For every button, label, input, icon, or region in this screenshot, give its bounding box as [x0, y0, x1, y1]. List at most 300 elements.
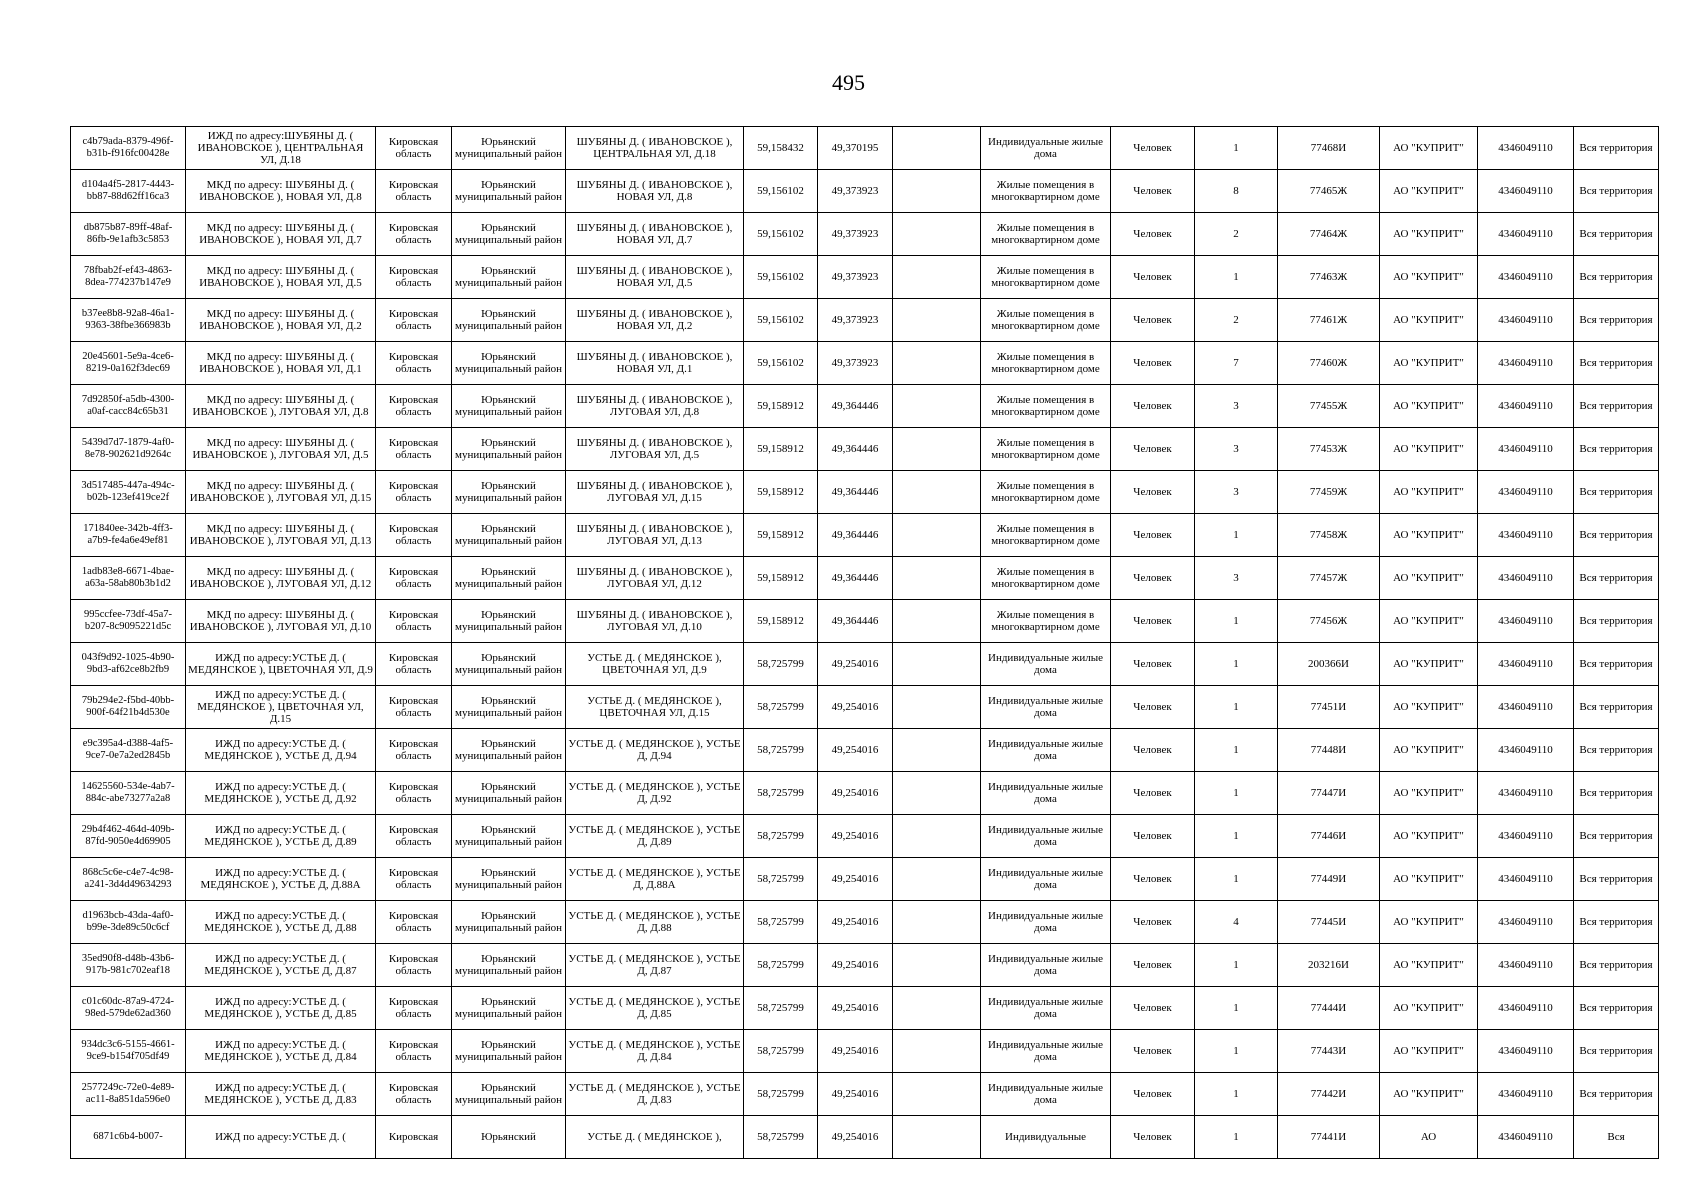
cell-unit: Человек	[1111, 385, 1195, 428]
cell-unit: Человек	[1111, 643, 1195, 686]
cell-empty	[893, 342, 981, 385]
cell-address: ШУБЯНЫ Д. ( ИВАНОВСКОЕ ), НОВАЯ УЛ, Д.8	[566, 170, 744, 213]
cell-territory: Вся территория	[1574, 256, 1659, 299]
cell-address: УСТЬЕ Д. ( МЕДЯНСКОЕ ), УСТЬЕ Д, Д.88	[566, 901, 744, 944]
cell-unit: Человек	[1111, 944, 1195, 987]
cell-latitude: 58,725799	[744, 1030, 818, 1073]
cell-empty	[893, 514, 981, 557]
cell-object-type: Индивидуальные жилые дома	[981, 1073, 1111, 1116]
cell-district: Юрьянский муниципальный район	[452, 1030, 566, 1073]
cell-description: ИЖД по адресу:УСТЬЕ Д. ( МЕДЯНСКОЕ ), УСТЬЕ Д, Д.88	[186, 901, 376, 944]
table-row	[71, 127, 1659, 170]
cell-territory: Вся территория	[1574, 428, 1659, 471]
cell-empty	[893, 901, 981, 944]
cell-object-type: Индивидуальные жилые дома	[981, 643, 1111, 686]
cell-inn: 4346049110	[1478, 901, 1574, 944]
cell-district: Юрьянский муниципальный район	[452, 256, 566, 299]
cell-latitude: 59,158912	[744, 428, 818, 471]
table-row	[71, 299, 1659, 342]
cell-code: 77443И	[1278, 1030, 1380, 1073]
cell-code: 77456Ж	[1278, 600, 1380, 643]
cell-empty	[893, 1073, 981, 1116]
cell-inn: 4346049110	[1478, 643, 1574, 686]
cell-count: 1	[1195, 987, 1278, 1030]
cell-id: c01c60dc-87a9-4724-98ed-579de62ad360	[71, 987, 186, 1030]
cell-address: ШУБЯНЫ Д. ( ИВАНОВСКОЕ ), НОВАЯ УЛ, Д.5	[566, 256, 744, 299]
cell-empty	[893, 643, 981, 686]
cell-count: 1	[1195, 944, 1278, 987]
cell-description: ИЖД по адресу:УСТЬЕ Д. ( МЕДЯНСКОЕ ), ЦВЕТОЧНАЯ УЛ, Д.15	[186, 686, 376, 729]
cell-empty	[893, 858, 981, 901]
cell-address: УСТЬЕ Д. ( МЕДЯНСКОЕ ), УСТЬЕ Д, Д.83	[566, 1073, 744, 1116]
cell-count: 1	[1195, 686, 1278, 729]
cell-latitude: 59,158432	[744, 127, 818, 170]
cell-region: Кировская область	[376, 643, 452, 686]
cell-object-type: Индивидуальные жилые дома	[981, 987, 1111, 1030]
cell-district: Юрьянский муниципальный район	[452, 772, 566, 815]
cell-description: МКД по адресу: ШУБЯНЫ Д. ( ИВАНОВСКОЕ ), НОВАЯ УЛ, Д.5	[186, 256, 376, 299]
cell-object-type: Жилые помещения в многоквартирном доме	[981, 428, 1111, 471]
cell-count: 1	[1195, 729, 1278, 772]
cell-inn: 4346049110	[1478, 858, 1574, 901]
registry-table	[70, 126, 1659, 1159]
cell-organization: АО "КУПРИТ"	[1380, 342, 1478, 385]
cell-address: УСТЬЕ Д. ( МЕДЯНСКОЕ ), ЦВЕТОЧНАЯ УЛ, Д.15	[566, 686, 744, 729]
cell-region: Кировская область	[376, 385, 452, 428]
cell-district: Юрьянский муниципальный район	[452, 686, 566, 729]
cell-longitude: 49,254016	[818, 772, 893, 815]
cell-description: МКД по адресу: ШУБЯНЫ Д. ( ИВАНОВСКОЕ ), НОВАЯ УЛ, Д.1	[186, 342, 376, 385]
cell-latitude: 59,158912	[744, 471, 818, 514]
cell-object-type: Жилые помещения в многоквартирном доме	[981, 600, 1111, 643]
cell-region: Кировская область	[376, 987, 452, 1030]
cell-latitude: 58,725799	[744, 772, 818, 815]
table-row	[71, 1030, 1659, 1073]
table-row	[71, 1116, 1659, 1159]
cell-id: 2577249c-72e0-4e89-ac11-8a851da596e0	[71, 1073, 186, 1116]
cell-empty	[893, 299, 981, 342]
cell-inn: 4346049110	[1478, 213, 1574, 256]
table-row	[71, 772, 1659, 815]
cell-longitude: 49,373923	[818, 213, 893, 256]
cell-territory: Вся территория	[1574, 299, 1659, 342]
cell-address: УСТЬЕ Д. ( МЕДЯНСКОЕ ), УСТЬЕ Д, Д.92	[566, 772, 744, 815]
cell-empty	[893, 428, 981, 471]
cell-address: ШУБЯНЫ Д. ( ИВАНОВСКОЕ ), ЛУГОВАЯ УЛ, Д.13	[566, 514, 744, 557]
cell-id: 3d517485-447a-494c-b02b-123ef419ce2f	[71, 471, 186, 514]
cell-object-type: Индивидуальные жилые дома	[981, 772, 1111, 815]
cell-longitude: 49,364446	[818, 385, 893, 428]
cell-inn: 4346049110	[1478, 600, 1574, 643]
cell-address: УСТЬЕ Д. ( МЕДЯНСКОЕ ),	[566, 1116, 744, 1159]
cell-unit: Человек	[1111, 772, 1195, 815]
cell-count: 7	[1195, 342, 1278, 385]
cell-territory: Вся территория	[1574, 987, 1659, 1030]
cell-object-type: Жилые помещения в многоквартирном доме	[981, 557, 1111, 600]
cell-inn: 4346049110	[1478, 1030, 1574, 1073]
cell-description: ИЖД по адресу:УСТЬЕ Д. ( МЕДЯНСКОЕ ), УСТЬЕ Д, Д.85	[186, 987, 376, 1030]
cell-latitude: 59,156102	[744, 299, 818, 342]
cell-count: 3	[1195, 557, 1278, 600]
cell-district: Юрьянский муниципальный район	[452, 428, 566, 471]
cell-empty	[893, 471, 981, 514]
cell-unit: Человек	[1111, 1073, 1195, 1116]
cell-empty	[893, 772, 981, 815]
cell-description: ИЖД по адресу:УСТЬЕ Д. ( МЕДЯНСКОЕ ), УСТЬЕ Д, Д.83	[186, 1073, 376, 1116]
cell-empty	[893, 600, 981, 643]
cell-id: 934dc3c6-5155-4661-9ce9-b154f705df49	[71, 1030, 186, 1073]
cell-unit: Человек	[1111, 729, 1195, 772]
cell-district: Юрьянский муниципальный район	[452, 471, 566, 514]
cell-description: ИЖД по адресу:УСТЬЕ Д. ( МЕДЯНСКОЕ ), УСТЬЕ Д, Д.84	[186, 1030, 376, 1073]
cell-district: Юрьянский муниципальный район	[452, 385, 566, 428]
cell-unit: Человек	[1111, 299, 1195, 342]
cell-territory: Вся территория	[1574, 514, 1659, 557]
table-row	[71, 428, 1659, 471]
cell-region: Кировская область	[376, 944, 452, 987]
table-row	[71, 256, 1659, 299]
cell-inn: 4346049110	[1478, 514, 1574, 557]
cell-region: Кировская область	[376, 514, 452, 557]
cell-region: Кировская область	[376, 1073, 452, 1116]
cell-district: Юрьянский муниципальный район	[452, 944, 566, 987]
cell-code: 77451И	[1278, 686, 1380, 729]
cell-address: ШУБЯНЫ Д. ( ИВАНОВСКОЕ ), НОВАЯ УЛ, Д.2	[566, 299, 744, 342]
table-row	[71, 643, 1659, 686]
cell-address: ШУБЯНЫ Д. ( ИВАНОВСКОЕ ), НОВАЯ УЛ, Д.7	[566, 213, 744, 256]
cell-territory: Вся территория	[1574, 127, 1659, 170]
cell-inn: 4346049110	[1478, 471, 1574, 514]
cell-territory: Вся территория	[1574, 643, 1659, 686]
cell-object-type: Индивидуальные жилые дома	[981, 815, 1111, 858]
cell-longitude: 49,254016	[818, 1116, 893, 1159]
cell-longitude: 49,364446	[818, 557, 893, 600]
cell-unit: Человек	[1111, 342, 1195, 385]
cell-code: 77441И	[1278, 1116, 1380, 1159]
cell-organization: АО "КУПРИТ"	[1380, 729, 1478, 772]
cell-territory: Вся территория	[1574, 944, 1659, 987]
cell-territory: Вся	[1574, 1116, 1659, 1159]
cell-code: 200366И	[1278, 643, 1380, 686]
cell-id: d104a4f5-2817-4443-bb87-88d62ff16ca3	[71, 170, 186, 213]
cell-inn: 4346049110	[1478, 987, 1574, 1030]
cell-territory: Вся территория	[1574, 600, 1659, 643]
cell-description: МКД по адресу: ШУБЯНЫ Д. ( ИВАНОВСКОЕ ), ЛУГОВАЯ УЛ, Д.10	[186, 600, 376, 643]
cell-id: 35ed90f8-d48b-43b6-917b-981c702eaf18	[71, 944, 186, 987]
cell-description: ИЖД по адресу:УСТЬЕ Д. ( МЕДЯНСКОЕ ), УСТЬЕ Д, Д.94	[186, 729, 376, 772]
table-row	[71, 557, 1659, 600]
cell-latitude: 59,156102	[744, 213, 818, 256]
cell-id: 6871c6b4-b007-	[71, 1116, 186, 1159]
cell-district: Юрьянский муниципальный район	[452, 127, 566, 170]
cell-district: Юрьянский муниципальный район	[452, 987, 566, 1030]
cell-address: УСТЬЕ Д. ( МЕДЯНСКОЕ ), ЦВЕТОЧНАЯ УЛ, Д.9	[566, 643, 744, 686]
cell-organization: АО "КУПРИТ"	[1380, 858, 1478, 901]
cell-inn: 4346049110	[1478, 170, 1574, 213]
cell-inn: 4346049110	[1478, 1116, 1574, 1159]
cell-organization: АО "КУПРИТ"	[1380, 944, 1478, 987]
table-row	[71, 858, 1659, 901]
cell-district: Юрьянский муниципальный район	[452, 514, 566, 557]
cell-organization: АО "КУПРИТ"	[1380, 815, 1478, 858]
cell-count: 4	[1195, 901, 1278, 944]
cell-id: 20e45601-5e9a-4ce6-8219-0a162f3dec69	[71, 342, 186, 385]
cell-longitude: 49,364446	[818, 600, 893, 643]
cell-count: 1	[1195, 256, 1278, 299]
cell-latitude: 59,156102	[744, 256, 818, 299]
cell-inn: 4346049110	[1478, 944, 1574, 987]
cell-latitude: 59,158912	[744, 514, 818, 557]
cell-inn: 4346049110	[1478, 686, 1574, 729]
cell-code: 77459Ж	[1278, 471, 1380, 514]
cell-district: Юрьянский муниципальный район	[452, 858, 566, 901]
cell-longitude: 49,254016	[818, 686, 893, 729]
cell-empty	[893, 213, 981, 256]
cell-organization: АО "КУПРИТ"	[1380, 686, 1478, 729]
cell-object-type: Жилые помещения в многоквартирном доме	[981, 213, 1111, 256]
cell-unit: Человек	[1111, 213, 1195, 256]
cell-object-type: Жилые помещения в многоквартирном доме	[981, 256, 1111, 299]
table-row	[71, 944, 1659, 987]
cell-latitude: 59,158912	[744, 557, 818, 600]
cell-inn: 4346049110	[1478, 1073, 1574, 1116]
cell-latitude: 58,725799	[744, 901, 818, 944]
cell-longitude: 49,254016	[818, 901, 893, 944]
cell-longitude: 49,254016	[818, 1030, 893, 1073]
cell-code: 77447И	[1278, 772, 1380, 815]
cell-code: 77458Ж	[1278, 514, 1380, 557]
cell-address: ШУБЯНЫ Д. ( ИВАНОВСКОЕ ), ЛУГОВАЯ УЛ, Д.12	[566, 557, 744, 600]
cell-id: 5439d7d7-1879-4af0-8e78-902621d9264c	[71, 428, 186, 471]
cell-territory: Вся территория	[1574, 471, 1659, 514]
cell-unit: Человек	[1111, 428, 1195, 471]
cell-region: Кировская область	[376, 901, 452, 944]
cell-count: 8	[1195, 170, 1278, 213]
cell-longitude: 49,364446	[818, 471, 893, 514]
cell-inn: 4346049110	[1478, 342, 1574, 385]
table-row	[71, 385, 1659, 428]
cell-code: 77461Ж	[1278, 299, 1380, 342]
cell-region: Кировская область	[376, 428, 452, 471]
cell-object-type: Жилые помещения в многоквартирном доме	[981, 342, 1111, 385]
cell-territory: Вся территория	[1574, 858, 1659, 901]
cell-district: Юрьянский муниципальный район	[452, 815, 566, 858]
cell-object-type: Индивидуальные жилые дома	[981, 127, 1111, 170]
cell-longitude: 49,373923	[818, 342, 893, 385]
cell-empty	[893, 557, 981, 600]
cell-territory: Вся территория	[1574, 901, 1659, 944]
cell-empty	[893, 256, 981, 299]
cell-region: Кировская область	[376, 342, 452, 385]
cell-id: 868c5c6e-c4e7-4c98-a241-3d4d49634293	[71, 858, 186, 901]
table-row	[71, 600, 1659, 643]
cell-object-type: Жилые помещения в многоквартирном доме	[981, 514, 1111, 557]
cell-unit: Человек	[1111, 686, 1195, 729]
table-row	[71, 342, 1659, 385]
cell-territory: Вся территория	[1574, 772, 1659, 815]
cell-empty	[893, 815, 981, 858]
table-row	[71, 729, 1659, 772]
cell-address: УСТЬЕ Д. ( МЕДЯНСКОЕ ), УСТЬЕ Д, Д.85	[566, 987, 744, 1030]
cell-inn: 4346049110	[1478, 256, 1574, 299]
cell-description: МКД по адресу: ШУБЯНЫ Д. ( ИВАНОВСКОЕ ), ЛУГОВАЯ УЛ, Д.8	[186, 385, 376, 428]
cell-latitude: 59,158912	[744, 385, 818, 428]
cell-organization: АО "КУПРИТ"	[1380, 643, 1478, 686]
cell-description: ИЖД по адресу:УСТЬЕ Д. ( МЕДЯНСКОЕ ), УСТЬЕ Д, Д.89	[186, 815, 376, 858]
cell-region: Кировская область	[376, 600, 452, 643]
cell-count: 1	[1195, 643, 1278, 686]
cell-id: 29b4f462-464d-409b-87fd-9050e4d69905	[71, 815, 186, 858]
cell-code: 77457Ж	[1278, 557, 1380, 600]
cell-address: УСТЬЕ Д. ( МЕДЯНСКОЕ ), УСТЬЕ Д, Д.88А	[566, 858, 744, 901]
cell-unit: Человек	[1111, 557, 1195, 600]
cell-latitude: 59,156102	[744, 342, 818, 385]
cell-empty	[893, 170, 981, 213]
cell-inn: 4346049110	[1478, 557, 1574, 600]
cell-object-type: Индивидуальные жилые дома	[981, 858, 1111, 901]
cell-longitude: 49,254016	[818, 815, 893, 858]
cell-empty	[893, 987, 981, 1030]
cell-longitude: 49,373923	[818, 170, 893, 213]
cell-empty	[893, 385, 981, 428]
cell-object-type: Жилые помещения в многоквартирном доме	[981, 299, 1111, 342]
cell-id: 043f9d92-1025-4b90-9bd3-af62ce8b2fb9	[71, 643, 186, 686]
cell-description: ИЖД по адресу:УСТЬЕ Д. ( МЕДЯНСКОЕ ), УСТЬЕ Д, Д.88А	[186, 858, 376, 901]
cell-unit: Человек	[1111, 858, 1195, 901]
cell-code: 77448И	[1278, 729, 1380, 772]
cell-latitude: 58,725799	[744, 643, 818, 686]
cell-territory: Вся территория	[1574, 1030, 1659, 1073]
cell-description: МКД по адресу: ШУБЯНЫ Д. ( ИВАНОВСКОЕ ), ЛУГОВАЯ УЛ, Д.5	[186, 428, 376, 471]
cell-organization: АО "КУПРИТ"	[1380, 170, 1478, 213]
cell-description: МКД по адресу: ШУБЯНЫ Д. ( ИВАНОВСКОЕ ), ЛУГОВАЯ УЛ, Д.12	[186, 557, 376, 600]
cell-organization: АО "КУПРИТ"	[1380, 987, 1478, 1030]
cell-count: 3	[1195, 428, 1278, 471]
cell-latitude: 58,725799	[744, 729, 818, 772]
cell-longitude: 49,254016	[818, 729, 893, 772]
cell-region: Кировская область	[376, 127, 452, 170]
cell-region: Кировская область	[376, 729, 452, 772]
cell-district: Юрьянский муниципальный район	[452, 600, 566, 643]
cell-id: d1963bcb-43da-4af0-b99e-3de89c50c6cf	[71, 901, 186, 944]
cell-id: c4b79ada-8379-496f-b31b-f916fc00428e	[71, 127, 186, 170]
cell-object-type: Индивидуальные жилые дома	[981, 944, 1111, 987]
cell-address: ШУБЯНЫ Д. ( ИВАНОВСКОЕ ), ЦЕНТРАЛЬНАЯ УЛ, Д.18	[566, 127, 744, 170]
cell-region: Кировская область	[376, 815, 452, 858]
cell-organization: АО "КУПРИТ"	[1380, 1073, 1478, 1116]
cell-district: Юрьянский	[452, 1116, 566, 1159]
cell-description: МКД по адресу: ШУБЯНЫ Д. ( ИВАНОВСКОЕ ), НОВАЯ УЛ, Д.7	[186, 213, 376, 256]
cell-organization: АО	[1380, 1116, 1478, 1159]
cell-inn: 4346049110	[1478, 299, 1574, 342]
cell-region: Кировская область	[376, 858, 452, 901]
cell-id: db875b87-89ff-48af-86fb-9e1afb3c5853	[71, 213, 186, 256]
cell-inn: 4346049110	[1478, 772, 1574, 815]
cell-region: Кировская область	[376, 686, 452, 729]
cell-id: 78fbab2f-ef43-4863-8dea-774237b147e9	[71, 256, 186, 299]
cell-unit: Человек	[1111, 901, 1195, 944]
cell-longitude: 49,370195	[818, 127, 893, 170]
cell-organization: АО "КУПРИТ"	[1380, 1030, 1478, 1073]
cell-organization: АО "КУПРИТ"	[1380, 299, 1478, 342]
cell-object-type: Индивидуальные жилые дома	[981, 1030, 1111, 1073]
cell-region: Кировская область	[376, 213, 452, 256]
cell-longitude: 49,254016	[818, 1073, 893, 1116]
cell-unit: Человек	[1111, 170, 1195, 213]
cell-count: 2	[1195, 299, 1278, 342]
cell-id: 79b294e2-f5bd-40bb-900f-64f21b4d530e	[71, 686, 186, 729]
cell-object-type: Индивидуальные жилые дома	[981, 901, 1111, 944]
cell-inn: 4346049110	[1478, 385, 1574, 428]
cell-region: Кировская	[376, 1116, 452, 1159]
cell-longitude: 49,373923	[818, 256, 893, 299]
cell-description: ИЖД по адресу:УСТЬЕ Д. ( МЕДЯНСКОЕ ), ЦВЕТОЧНАЯ УЛ, Д.9	[186, 643, 376, 686]
cell-region: Кировская область	[376, 471, 452, 514]
cell-code: 77464Ж	[1278, 213, 1380, 256]
cell-latitude: 58,725799	[744, 815, 818, 858]
cell-district: Юрьянский муниципальный район	[452, 901, 566, 944]
cell-code: 77445И	[1278, 901, 1380, 944]
cell-district: Юрьянский муниципальный район	[452, 1073, 566, 1116]
table-row	[71, 901, 1659, 944]
cell-territory: Вся территория	[1574, 213, 1659, 256]
cell-longitude: 49,254016	[818, 944, 893, 987]
table-row	[71, 514, 1659, 557]
cell-empty	[893, 127, 981, 170]
cell-code: 77468И	[1278, 127, 1380, 170]
cell-latitude: 58,725799	[744, 944, 818, 987]
cell-latitude: 58,725799	[744, 987, 818, 1030]
cell-description: МКД по адресу: ШУБЯНЫ Д. ( ИВАНОВСКОЕ ), НОВАЯ УЛ, Д.2	[186, 299, 376, 342]
cell-region: Кировская область	[376, 1030, 452, 1073]
cell-description: МКД по адресу: ШУБЯНЫ Д. ( ИВАНОВСКОЕ ), ЛУГОВАЯ УЛ, Д.15	[186, 471, 376, 514]
cell-territory: Вся территория	[1574, 729, 1659, 772]
cell-inn: 4346049110	[1478, 127, 1574, 170]
cell-organization: АО "КУПРИТ"	[1380, 514, 1478, 557]
cell-unit: Человек	[1111, 1030, 1195, 1073]
cell-district: Юрьянский муниципальный район	[452, 342, 566, 385]
cell-id: 7d92850f-a5db-4300-a0af-cacc84c65b31	[71, 385, 186, 428]
cell-unit: Человек	[1111, 514, 1195, 557]
cell-organization: АО "КУПРИТ"	[1380, 428, 1478, 471]
cell-latitude: 58,725799	[744, 1073, 818, 1116]
cell-code: 77444И	[1278, 987, 1380, 1030]
cell-description: ИЖД по адресу:УСТЬЕ Д. (	[186, 1116, 376, 1159]
cell-description: ИЖД по адресу:ШУБЯНЫ Д. ( ИВАНОВСКОЕ ), ЦЕНТРАЛЬНАЯ УЛ, Д.18	[186, 127, 376, 170]
cell-organization: АО "КУПРИТ"	[1380, 557, 1478, 600]
cell-code: 77453Ж	[1278, 428, 1380, 471]
cell-latitude: 58,725799	[744, 686, 818, 729]
cell-count: 1	[1195, 1073, 1278, 1116]
cell-description: МКД по адресу: ШУБЯНЫ Д. ( ИВАНОВСКОЕ ), ЛУГОВАЯ УЛ, Д.13	[186, 514, 376, 557]
table-row	[71, 686, 1659, 729]
cell-latitude: 58,725799	[744, 858, 818, 901]
cell-code: 77460Ж	[1278, 342, 1380, 385]
table-body	[71, 127, 1659, 1159]
cell-inn: 4346049110	[1478, 729, 1574, 772]
cell-district: Юрьянский муниципальный район	[452, 643, 566, 686]
cell-object-type: Индивидуальные жилые дома	[981, 729, 1111, 772]
cell-territory: Вся территория	[1574, 557, 1659, 600]
cell-organization: АО "КУПРИТ"	[1380, 600, 1478, 643]
cell-district: Юрьянский муниципальный район	[452, 170, 566, 213]
registry-table-wrapper	[70, 126, 1658, 1143]
table-row	[71, 471, 1659, 514]
cell-longitude: 49,373923	[818, 299, 893, 342]
cell-code: 77463Ж	[1278, 256, 1380, 299]
cell-territory: Вся территория	[1574, 686, 1659, 729]
cell-count: 1	[1195, 815, 1278, 858]
